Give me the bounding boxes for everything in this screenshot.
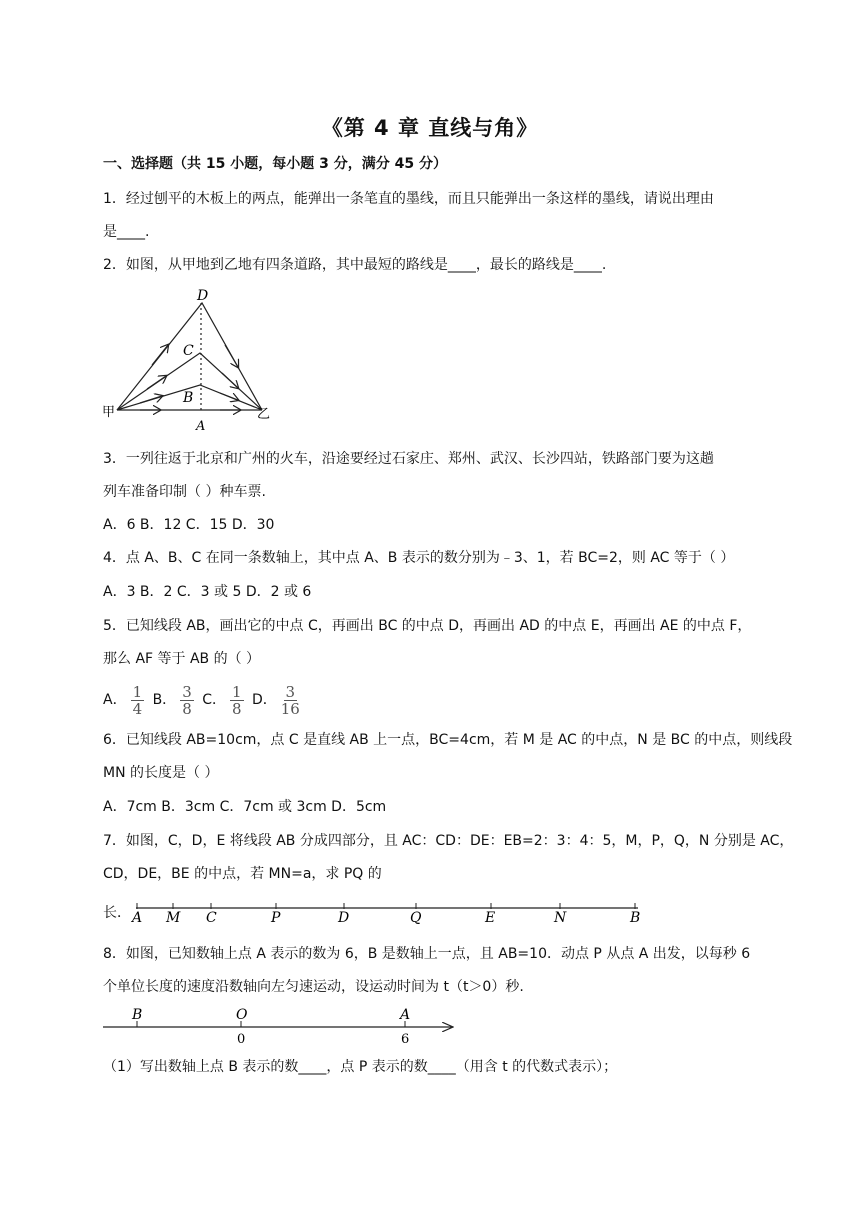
axis-label-A: A: [400, 1007, 411, 1023]
seg-label-A: A: [132, 910, 143, 924]
q7-text-line1: 7．如图，C，D，E 将线段 AB 分成四部分，且 AC：CD：DE：EB=2：3：4：5，M，P，Q，N 分别是 AC，: [103, 833, 794, 849]
q3-text-line2: 列车准备印制（ ）种车票.: [103, 484, 266, 500]
q6-text-line2: MN 的长度是（ ）: [103, 765, 219, 781]
label-end: 乙: [257, 407, 271, 422]
q5-text-line2: 那么 AF 等于 AB 的（ ）: [103, 651, 261, 667]
q6-options: A．7cm B．3cm C．7cm 或 3cm D．5cm: [103, 799, 387, 815]
seg-label-C: C: [206, 910, 217, 924]
label-B: B: [183, 390, 194, 406]
q7-text-line2: CD，DE，BE 的中点，若 MN=a，求 PQ 的: [103, 866, 382, 882]
q2-roads-figure: [100, 285, 300, 435]
q7-segment-figure: [128, 898, 668, 924]
q1-text-line1: 1．经过刨平的木板上的两点，能弹出一条笔直的墨线，而且只能弹出一条这样的墨线，请说出理由: [103, 191, 714, 207]
q6-text-line1: 6．已知线段 AB=10cm，点 C 是直线 AB 上一点，BC=4cm，若 M 是 AC 的中点，N 是 BC 的中点，则线段: [103, 732, 793, 748]
q8-text-line2: 个单位长度的速度沿数轴向左匀速运动，设运动时间为 t（t＞0）秒.: [103, 979, 524, 995]
seg-label-M: M: [166, 910, 181, 924]
q3-text-line1: 3．一列往返于北京和广州的火车，沿途要经过石家庄、郑州、武汉、长沙四站，铁路部门要为这趟: [103, 451, 714, 467]
label-A: A: [196, 419, 206, 434]
label-D: D: [197, 288, 209, 304]
axis-label-B: B: [132, 1007, 143, 1023]
seg-label-P: P: [271, 910, 281, 924]
q8-number-line: [100, 1007, 460, 1047]
q5-option-a-label: A．: [103, 692, 127, 708]
label-C: C: [183, 343, 194, 359]
seg-label-D: D: [338, 910, 350, 924]
label-start: 甲: [102, 405, 116, 420]
q8-subquestion-1: （1）写出数轴上点 B 表示的数____，点 P 表示的数____（用含 t 的代数式表示）；: [103, 1059, 618, 1075]
q5-option-b-fraction: $\frac{3}{8}$: [182, 682, 192, 718]
q5-options: [103, 683, 304, 717]
axis-label-O: O: [236, 1007, 248, 1023]
q5-option-b-label: B．: [152, 692, 177, 708]
q1-text-line2: 是____.: [103, 224, 150, 240]
seg-label-B: B: [630, 910, 641, 924]
q5-option-d-fraction: $\frac{3}{16}$: [280, 682, 300, 718]
q4-text: 4．点 A、B、C 在同一条数轴上，其中点 A、B 表示的数分别为﹣3、1，若 BC=2，则 AC 等于（ ）: [103, 550, 735, 566]
seg-label-N: N: [554, 910, 567, 924]
q4-options: A．3 B．2 C．3 或 5 D．2 或 6: [103, 584, 312, 600]
q5-option-a-fraction: $\frac{1}{4}$: [132, 682, 143, 718]
page-title: 《第 4 章 直线与角》: [321, 116, 539, 140]
q5-option-c-fraction: $\frac{1}{8}$: [231, 682, 242, 718]
q8-text-line1: 8．如图，已知数轴上点 A 表示的数为 6，B 是数轴上一点，且 AB=10．动点 P 从点 A 出发，以每秒 6: [103, 946, 751, 962]
seg-label-E: E: [485, 910, 496, 924]
q2-text: 2．如图，从甲地到乙地有四条道路，其中最短的路线是____，最长的路线是____.: [103, 257, 607, 273]
q5-text-line1: 5．已知线段 AB，画出它的中点 C，再画出 BC 的中点 D，再画出 AD 的中点 E，再画出 AE 的中点 F，: [103, 618, 752, 634]
q3-options: A．6 B．12 C．15 D．30: [103, 517, 275, 533]
q5-option-c-label: C．: [202, 692, 226, 708]
axis-tick-six: 6: [401, 1032, 410, 1047]
seg-label-Q: Q: [410, 910, 422, 924]
q7-text-line3: 长．: [103, 905, 131, 921]
axis-tick-zero: 0: [237, 1032, 246, 1047]
q5-option-d-label: D．: [251, 692, 277, 708]
section-heading: 一、选择题（共 15 小题，每小题 3 分，满分 45 分）: [103, 156, 447, 172]
